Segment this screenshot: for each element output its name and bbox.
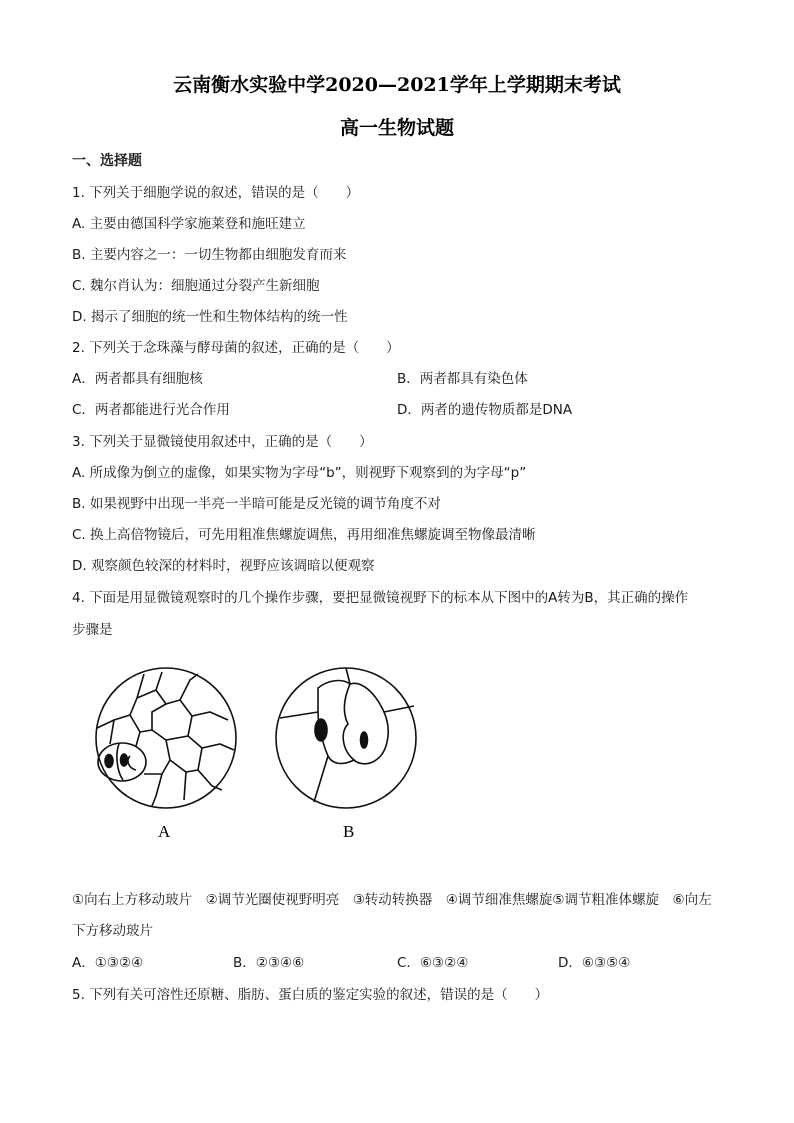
question-1-option-d: D. 揭示了细胞的统一性和生物体结构的统一性: [72, 309, 348, 325]
question-1-option-a: A. 主要由德国科学家施莱登和施旺建立: [72, 216, 306, 232]
question-4-steps-line-1: ①向右上方移动玻片 ②调节光圈使视野明亮 ③转动转换器 ④调节细准焦螺旋⑤调节粗准体螺旋 ⑥向左: [72, 892, 712, 908]
exam-title: 云南衡水实验中学2020—2021学年上学期期末考试: [173, 74, 621, 96]
question-5-stem: 5. 下列有关可溶性还原糖、脂肪、蛋白质的鉴定实验的叙述，错误的是（ ）: [72, 987, 549, 1003]
field-b-cell-right: [350, 683, 388, 763]
field-a-nucleus-left: [105, 755, 113, 768]
field-a-cell-wall: [152, 774, 162, 806]
question-4-option-d: D．⑥③⑤④: [558, 955, 631, 971]
field-a-nucleus-right: [121, 754, 128, 766]
question-3-stem: 3. 下列关于显微镜使用叙述中，正确的是（ ）: [72, 434, 373, 450]
question-2-option-d: D．两者的遗传物质都是DNA: [397, 402, 573, 418]
field-a-cell-wall: [166, 674, 198, 704]
field-a-target-cell-nucleus-line: [128, 756, 136, 770]
microscope-fields-figure: [92, 660, 432, 820]
field-a-cell-wall: [140, 690, 166, 732]
field-b-cell-wall-bottom: [314, 756, 328, 802]
field-b-nucleus-right: [361, 732, 368, 748]
field-b-nucleus-left: [315, 719, 327, 741]
question-4-option-c: C．⑥③②④: [397, 955, 469, 971]
question-2-stem: 2. 下列关于念珠藻与酵母菌的叙述，正确的是（ ）: [72, 340, 400, 356]
question-3-option-d: D. 观察颜色较深的材料时，视野应该调暗以便观察: [72, 558, 375, 574]
question-2-option-a: A．两者都具有细胞核: [72, 371, 203, 387]
question-4-option-a: A．①③②④: [72, 955, 144, 971]
field-a-cell-wall: [144, 740, 170, 774]
question-1-option-c: C. 魏尔肖认为：细胞通过分裂产生新细胞: [72, 278, 320, 294]
question-2-option-c: C．两者都能进行光合作用: [72, 402, 230, 418]
question-3-option-a: A. 所成像为倒立的虚像，如果实物为字母“b”，则视野下观察到的为字母“p”: [72, 465, 527, 481]
question-1-option-b: B. 主要内容之一：一切生物都由细胞发育而来: [72, 247, 347, 263]
exam-subtitle: 高一生物试题: [339, 117, 454, 139]
question-4-stem-line-1: 4. 下面是用显微镜观察时的几个操作步骤，要把显微镜视野下的标本从下图中的A转为B，其正确的操作: [72, 590, 689, 606]
question-3-option-c: C. 换上高倍物镜后，可先用粗准焦螺旋调焦，再用细准焦螺旋调至物像最清晰: [72, 527, 536, 543]
field-a-cell-wall: [180, 700, 228, 720]
field-a-cell-wall: [97, 674, 144, 728]
field-a-cell-wall: [188, 716, 234, 750]
figure-label-a: A: [158, 822, 171, 841]
field-a-cell-wall: [170, 760, 198, 772]
field-b-diagram: [276, 668, 416, 808]
field-a-cell-wall: [152, 730, 188, 740]
section-heading: 一、选择题: [72, 153, 142, 169]
field-a-diagram: [96, 668, 236, 808]
field-a-cell-wall: [110, 720, 114, 744]
question-2-option-b: B．两者都具有染色体: [397, 371, 528, 387]
question-4-option-b: B．②③④⑥: [233, 955, 305, 971]
field-b-circle: [276, 668, 416, 808]
field-a-cell-wall: [184, 772, 186, 800]
figure-label-b: B: [343, 822, 355, 841]
question-1-stem: 1. 下列关于细胞学说的叙述，错误的是（ ）: [72, 185, 360, 201]
question-3-option-b: B. 如果视野中出现一半亮一半暗可能是反光镜的调节角度不对: [72, 496, 441, 512]
question-4-stem-line-2: 步骤是: [72, 622, 113, 638]
field-a-cell-wall: [130, 715, 140, 746]
question-4-steps-line-2: 下方移动玻片: [72, 923, 153, 939]
field-b-cell-wall-left: [280, 712, 318, 718]
